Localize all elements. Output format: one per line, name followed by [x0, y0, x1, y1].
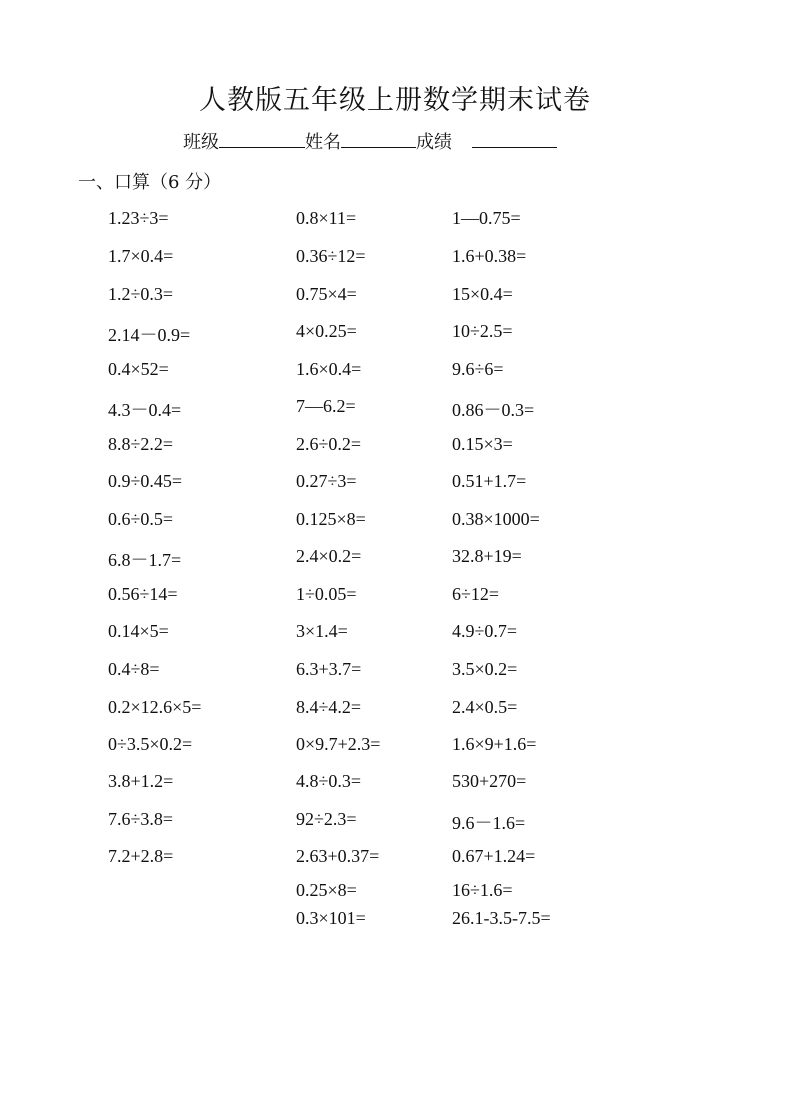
arithmetic-question: 0.75×4=	[296, 284, 357, 304]
arithmetic-question: 15×0.4=	[452, 284, 513, 304]
arithmetic-question: 26.1-3.5-7.5=	[452, 908, 551, 928]
arithmetic-question: 9.6－1.6=	[452, 813, 526, 833]
arithmetic-question: 0.67+1.24=	[452, 846, 536, 866]
page-title: 人教版五年级上册数学期末试卷	[199, 85, 591, 116]
arithmetic-question: 1.6+0.38=	[452, 246, 527, 266]
arithmetic-question: 0.4÷8=	[108, 659, 160, 679]
arithmetic-question: 4×0.25=	[296, 321, 357, 341]
arithmetic-question: 6.3+3.7=	[296, 659, 362, 679]
arithmetic-question: 4.3－0.4=	[108, 400, 182, 420]
arithmetic-question: 6.8－1.7=	[108, 550, 182, 570]
arithmetic-question: 0.27÷3=	[296, 471, 357, 491]
arithmetic-question: 2.63+0.37=	[296, 846, 380, 866]
arithmetic-question: 0.51+1.7=	[452, 471, 527, 491]
arithmetic-question: 8.4÷4.2=	[296, 697, 362, 717]
arithmetic-question: 0.25×8=	[296, 880, 357, 900]
arithmetic-question: 0÷3.5×0.2=	[108, 734, 193, 754]
arithmetic-question: 0×9.7+2.3=	[296, 734, 381, 754]
arithmetic-question: 1—0.75=	[452, 208, 521, 228]
arithmetic-question: 0.56÷14=	[108, 584, 178, 604]
name-label: 姓名	[305, 132, 341, 153]
score-blank[interactable]	[472, 131, 557, 148]
arithmetic-question: 2.4×0.5=	[452, 697, 518, 717]
arithmetic-question: 1.6×0.4=	[296, 359, 362, 379]
arithmetic-question: 0.8×11=	[296, 208, 357, 228]
arithmetic-question: 7.2+2.8=	[108, 846, 174, 866]
arithmetic-question: 2.14－0.9=	[108, 325, 191, 345]
arithmetic-question: 10÷2.5=	[452, 321, 513, 341]
arithmetic-question: 8.8÷2.2=	[108, 434, 174, 454]
class-blank[interactable]	[219, 131, 305, 148]
arithmetic-question: 92÷2.3=	[296, 809, 357, 829]
arithmetic-question: 530+270=	[452, 771, 527, 791]
arithmetic-question: 1÷0.05=	[296, 584, 357, 604]
arithmetic-question: 4.9÷0.7=	[452, 621, 518, 641]
arithmetic-question: 3×1.4=	[296, 621, 348, 641]
arithmetic-question: 7.6÷3.8=	[108, 809, 174, 829]
arithmetic-question: 0.3×101=	[296, 908, 366, 928]
arithmetic-question: 0.38×1000=	[452, 509, 540, 529]
arithmetic-question: 0.4×52=	[108, 359, 169, 379]
arithmetic-question: 16÷1.6=	[452, 880, 513, 900]
arithmetic-question: 2.4×0.2=	[296, 546, 362, 566]
arithmetic-question: 0.36÷12=	[296, 246, 366, 266]
student-info-line	[183, 128, 557, 154]
arithmetic-question: 1.23÷3=	[108, 208, 169, 228]
arithmetic-question: 7—6.2=	[296, 396, 356, 416]
arithmetic-question: 0.15×3=	[452, 434, 513, 454]
arithmetic-question: 6÷12=	[452, 584, 500, 604]
score-label: 成绩	[416, 132, 452, 153]
arithmetic-question: 0.125×8=	[296, 509, 366, 529]
arithmetic-question: 0.86－0.3=	[452, 400, 535, 420]
arithmetic-question: 32.8+19=	[452, 546, 522, 566]
arithmetic-question: 0.2×12.6×5=	[108, 697, 202, 717]
section-title-mental-arithmetic: 一、口算（6 分）	[78, 172, 222, 193]
arithmetic-question: 3.5×0.2=	[452, 659, 518, 679]
arithmetic-question: 0.9÷0.45=	[108, 471, 183, 491]
arithmetic-question: 1.6×9+1.6=	[452, 734, 537, 754]
arithmetic-question: 0.14×5=	[108, 621, 169, 641]
name-blank[interactable]	[341, 131, 416, 148]
arithmetic-question: 1.2÷0.3=	[108, 284, 174, 304]
arithmetic-question: 3.8+1.2=	[108, 771, 174, 791]
arithmetic-question: 9.6÷6=	[452, 359, 504, 379]
arithmetic-question: 4.8÷0.3=	[296, 771, 362, 791]
arithmetic-question: 0.6÷0.5=	[108, 509, 174, 529]
arithmetic-question: 1.7×0.4=	[108, 246, 174, 266]
class-label: 班级	[183, 132, 219, 153]
arithmetic-question: 2.6÷0.2=	[296, 434, 362, 454]
